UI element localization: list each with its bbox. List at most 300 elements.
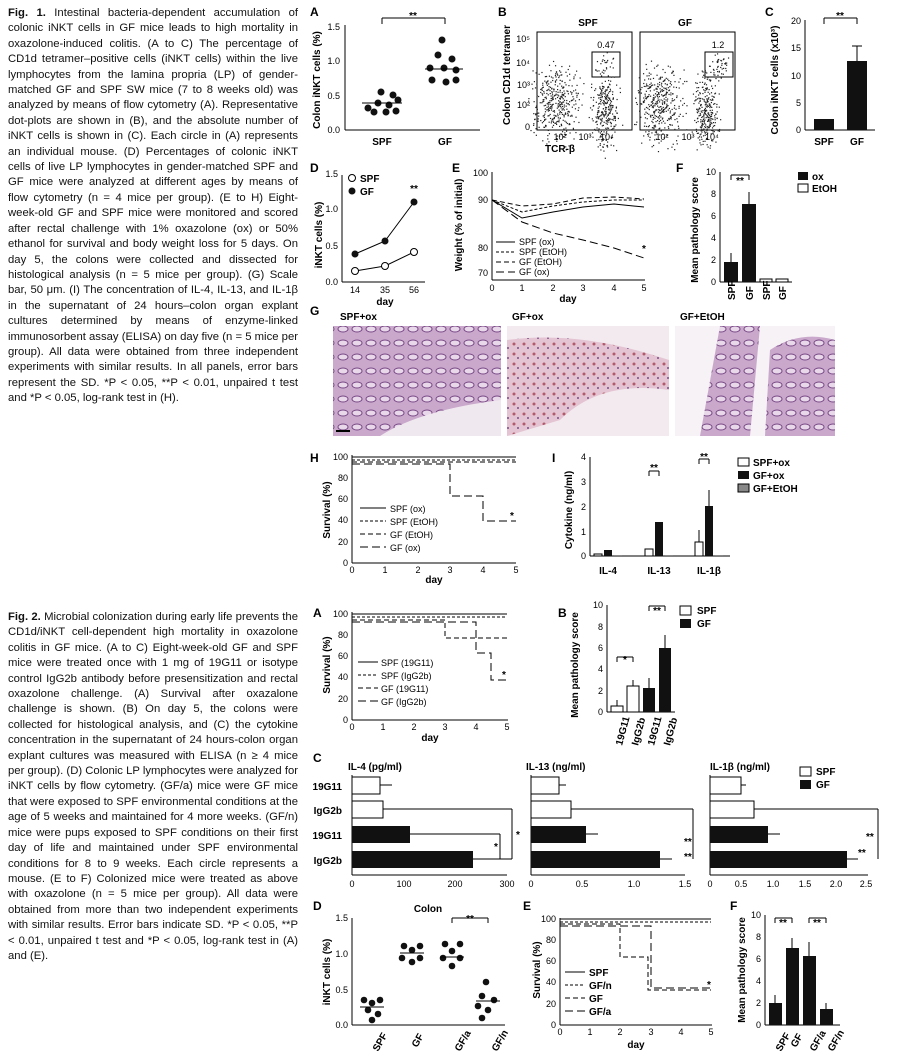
flow-event: [684, 69, 685, 70]
flow-event: [697, 133, 698, 134]
flow-event: [643, 73, 644, 74]
flow-event: [669, 108, 670, 109]
flow-event: [555, 84, 556, 85]
flow-event: [700, 119, 701, 120]
legend-1h-gf-etoh: GF (EtOH): [390, 530, 433, 540]
flow-event: [562, 109, 563, 110]
flow-event: [607, 101, 608, 102]
flow-event: [605, 98, 606, 99]
flow-event: [709, 127, 710, 128]
flow-event: [661, 108, 662, 109]
flow-event: [655, 125, 656, 126]
flow-event: [660, 120, 661, 121]
flow-event: [653, 78, 654, 79]
flow-event: [676, 87, 677, 88]
flow-event: [659, 101, 660, 102]
flow-event: [542, 94, 543, 95]
flow-event: [603, 108, 604, 109]
flow-event: [661, 84, 662, 85]
flow-event: [686, 105, 687, 106]
flow-event: [543, 99, 544, 100]
flow-event: [546, 107, 547, 108]
flow-event: [715, 85, 716, 86]
flow-event: [571, 93, 572, 94]
flow-event: [697, 118, 698, 119]
flow-event: [675, 109, 676, 110]
flow-event: [597, 114, 598, 115]
flow-event: [667, 105, 668, 106]
flow-event: [606, 107, 607, 108]
flow-event: [646, 69, 647, 70]
flow-event: [578, 107, 579, 108]
flow-event: [542, 93, 543, 94]
flow-event: [545, 119, 546, 120]
flow-event: [649, 125, 650, 126]
flow-event: [569, 111, 570, 112]
flow-event: [607, 94, 608, 95]
flow-event: [658, 151, 659, 152]
flow-event: [557, 115, 558, 116]
svg-text:0: 0: [795, 125, 801, 135]
flow-event: [613, 127, 614, 128]
flow-event: [608, 75, 609, 76]
flow-event: [556, 122, 557, 123]
flow-event: [544, 114, 545, 115]
flow-event: [714, 75, 715, 76]
flow-event: [600, 63, 601, 64]
flow-event: [670, 102, 671, 103]
flow-event: [676, 140, 677, 141]
svg-text:10⁵: 10⁵: [516, 34, 530, 44]
flow-event: [547, 138, 548, 139]
flow-event: [602, 88, 603, 89]
svg-text:10³: 10³: [578, 132, 592, 142]
svg-text:1: 1: [519, 283, 525, 293]
flow-event: [557, 89, 558, 90]
flow-event: [650, 96, 651, 97]
flow-event: [569, 66, 570, 67]
flow-event: [705, 113, 706, 114]
flow-event: [646, 64, 647, 65]
flow-event: [542, 85, 543, 86]
flow-event: [549, 100, 550, 101]
flow-event: [644, 122, 645, 123]
flow-event: [604, 110, 605, 111]
flow-event: [547, 135, 548, 136]
flow-event: [641, 104, 642, 105]
svg-text:80: 80: [337, 473, 348, 483]
flow-event: [610, 122, 611, 123]
flow-event: [706, 104, 707, 105]
sig-2c-il1b: **: [866, 832, 874, 843]
flow-event: [603, 147, 604, 148]
flow-event: [639, 91, 640, 92]
legend-2e-gf: GF: [589, 994, 603, 1005]
svg-text:3: 3: [442, 722, 448, 732]
flow-event: [564, 121, 565, 122]
flow-event: [556, 94, 557, 95]
flow-event: [698, 94, 699, 95]
flow-event: [715, 119, 716, 120]
flow-event: [719, 71, 720, 72]
flow-event: [675, 112, 676, 113]
svg-text:2: 2: [710, 255, 716, 265]
flow-event: [712, 61, 713, 62]
svg-text:5: 5: [513, 565, 519, 575]
flow-event: [565, 112, 566, 113]
flow-event: [657, 97, 658, 98]
flow-event: [561, 96, 562, 97]
flow-event: [711, 123, 712, 124]
flow-event: [643, 135, 644, 136]
flow-event: [697, 112, 698, 113]
flow-event: [605, 128, 606, 129]
flow-event: [672, 98, 673, 99]
flow-event: [610, 112, 611, 113]
flow-event: [544, 120, 545, 121]
flow-event: [712, 110, 713, 111]
flow-event: [653, 112, 654, 113]
flow-event: [598, 128, 599, 129]
flow-event: [708, 119, 709, 120]
flow-event: [576, 85, 577, 86]
flow-event: [596, 127, 597, 128]
flow-event: [570, 91, 571, 92]
flow-event: [654, 113, 655, 114]
flow-event: [703, 115, 704, 116]
svg-text:0: 0: [710, 277, 716, 287]
flow-event: [666, 89, 667, 90]
flow-event: [703, 75, 704, 76]
ylabel-1i: Cytokine (ng/ml): [564, 470, 575, 550]
flow-event: [673, 100, 674, 101]
flow-event: [673, 75, 674, 76]
legend-2a-gf19: GF (19G11): [381, 684, 429, 694]
flow-event: [709, 107, 710, 108]
flow-event: [560, 75, 561, 76]
flow-event: [555, 65, 556, 66]
svg-text:10⁴: 10⁴: [600, 132, 614, 142]
letter-2e: E: [523, 899, 532, 913]
flow-event: [652, 127, 653, 128]
svg-text:0: 0: [349, 565, 355, 575]
flow-event: [674, 119, 675, 120]
xtick-1f-3: SPF: [762, 280, 773, 300]
flow-event: [568, 103, 569, 104]
svg-text:2: 2: [580, 502, 586, 512]
flow-event: [717, 60, 718, 61]
flow-event: [548, 104, 549, 105]
flow-event: [598, 111, 599, 112]
flow-event: [709, 89, 710, 90]
flow-event: [647, 88, 648, 89]
svg-text:20: 20: [790, 16, 801, 26]
flow-event: [561, 103, 562, 104]
flow-event: [609, 84, 610, 85]
flow-event: [546, 93, 547, 94]
legend-1i-spf-ox: SPF+ox: [753, 458, 790, 469]
flow-event: [709, 115, 710, 116]
flow-event: [715, 122, 716, 123]
flow-event: [709, 119, 710, 120]
gate-1b-gf: 1.2: [711, 40, 725, 50]
flow-event: [606, 129, 607, 130]
ylabel-2d: iNKT cells (%): [322, 938, 333, 1006]
flow-event: [710, 116, 711, 117]
flow-event: [548, 89, 549, 90]
flow-event: [705, 127, 706, 128]
flow-event: [719, 93, 720, 94]
flow-event: [554, 111, 555, 112]
flow-event: [551, 95, 552, 96]
flow-event: [549, 76, 550, 77]
flow-event: [714, 97, 715, 98]
flow-event: [595, 122, 596, 123]
flow-event: [658, 99, 659, 100]
flow-event: [726, 70, 727, 71]
fig2-caption-label: Fig. 2.: [8, 611, 41, 623]
flow-event: [709, 117, 710, 118]
flow-event: [677, 143, 678, 144]
xtick-1f-1: SPF: [727, 280, 738, 300]
flow-event: [608, 80, 609, 81]
flow-event: [661, 112, 662, 113]
ylabel-1b: Colon CD1d tetramer: [502, 24, 513, 126]
sig-2a: *: [502, 670, 506, 681]
flow-event: [710, 110, 711, 111]
flow-event: [615, 110, 616, 111]
flow-event: [664, 127, 665, 128]
flow-event: [559, 113, 560, 114]
flow-event: [725, 68, 726, 69]
flow-event: [565, 72, 566, 73]
flow-event: [664, 95, 665, 96]
flow-event: [542, 140, 543, 141]
letter-1g: G: [310, 304, 320, 318]
flow-event: [539, 127, 540, 128]
flow-event: [605, 94, 606, 95]
flow-event: [603, 100, 604, 101]
flow-event: [718, 66, 719, 67]
flow-event: [562, 94, 563, 95]
flow-event: [707, 106, 708, 107]
flow-event: [657, 100, 658, 101]
flow-event: [666, 104, 667, 105]
flow-event: [660, 77, 661, 78]
flow-event: [706, 84, 707, 85]
flow-event: [560, 117, 561, 118]
flow-event: [618, 118, 619, 119]
flow-event: [713, 122, 714, 123]
flow-event: [592, 137, 593, 138]
svg-text:80: 80: [337, 630, 348, 640]
flow-event: [550, 82, 551, 83]
flow-event: [536, 135, 537, 136]
flow-event: [597, 116, 598, 117]
flow-event: [542, 87, 543, 88]
flow-event: [712, 99, 713, 100]
flow-event: [672, 71, 673, 72]
flow-event: [572, 96, 573, 97]
flow-event: [694, 120, 695, 121]
flow-event: [605, 92, 606, 93]
flow-event: [659, 82, 660, 83]
svg-text:4: 4: [473, 722, 479, 732]
flow-event: [650, 105, 651, 106]
flow-event: [656, 66, 657, 67]
flow-event: [710, 72, 711, 73]
flow-event: [646, 126, 647, 127]
flow-event: [725, 51, 726, 52]
panel-2a: [313, 606, 510, 744]
flow-event: [700, 104, 701, 105]
svg-text:10: 10: [705, 167, 716, 177]
flow-event: [709, 124, 710, 125]
svg-text:2.5: 2.5: [859, 879, 873, 889]
flow-event: [701, 131, 702, 132]
flow-event: [682, 105, 683, 106]
svg-text:100: 100: [332, 452, 348, 462]
flow-event: [657, 65, 658, 66]
flow-event: [593, 120, 594, 121]
flow-event: [713, 69, 714, 70]
flow-event: [557, 86, 558, 87]
panel-1d: [310, 161, 425, 308]
flow-event: [708, 97, 709, 98]
flow-event: [558, 117, 559, 118]
flow-event: [600, 89, 601, 90]
svg-text:0: 0: [349, 722, 355, 732]
flow-event: [657, 96, 658, 97]
flow-event: [701, 107, 702, 108]
panel-2d: [313, 899, 511, 1054]
legend-1d-gf: GF: [360, 187, 374, 198]
svg-text:0: 0: [342, 715, 348, 725]
flow-event: [593, 105, 594, 106]
flow-event: [609, 119, 610, 120]
flow-event: [670, 83, 671, 84]
flow-event: [712, 119, 713, 120]
flow-event: [558, 95, 559, 96]
flow-event: [706, 110, 707, 111]
flow-event: [545, 76, 546, 77]
flow-event: [544, 127, 545, 128]
flow-event: [639, 104, 640, 105]
flow-event: [644, 114, 645, 115]
sig-2f-1: **: [779, 918, 787, 929]
flow-event: [648, 104, 649, 105]
flow-event: [581, 104, 582, 105]
fig2-caption-text: Microbial colonization during early life prevents the CD1d/iNKT cell-dependent high mortality in oxazolone colitis in GF mice. (A to C) Eight-week-old GF and SPF mice were treated once with 1 mg of 19G11 or isotype control IgG2b antibody before presensitization and rectal oxazolone challenge. (A) Survival after oxazalone challenge is shown. (B) On day 5, the colons were collected for histological analysis, and (C) the cytokine concentration in the supernatant of 24 hours-colon organ explant cultures was measured with ELISA (n ≥ 4 mice per group). (D) Colonic LP lymphocytes were analyzed for iNKT cells by flow cytometry. (GF/a) mice were GF mice that were exposed to SPF environmental conditions at the age of 5 weeks and maintained for 4 more weeks. (GF/n) mice were pups exposed to SPF conditions on their first day of life and maintained under SPF environmental conditions for 8 to 9 weeks. Each circle represents a mouse. (E to F) Colonized mice were treated as above with oxazolone (n = 5 mice per group). All data were obtained from more than two independent experiments with similar results. Error bars indicate SD. *P < 0.05, **P < 0.01, unpaired t test and *P < 0.05, log-rank test in (A) and (E).: [8, 611, 299, 962]
flow-event: [565, 84, 566, 85]
flow-event: [540, 102, 541, 103]
flow-event: [532, 88, 533, 89]
flow-event: [699, 101, 700, 102]
legend-1h-gf-ox: GF (ox): [390, 543, 421, 553]
flow-event: [674, 81, 675, 82]
flow-event: [613, 58, 614, 59]
flow-event: [601, 75, 602, 76]
svg-text:100: 100: [472, 168, 488, 178]
flow-event: [612, 99, 613, 100]
flow-event: [701, 136, 702, 137]
flow-event: [676, 97, 677, 98]
flow-event: [710, 99, 711, 100]
flow-event: [653, 95, 654, 96]
svg-text:10⁴: 10⁴: [516, 58, 530, 68]
sig-2c-il13: **: [684, 837, 692, 848]
flow-event: [602, 125, 603, 126]
flow-event: [699, 92, 700, 93]
flow-event: [664, 109, 665, 110]
svg-text:3: 3: [580, 477, 586, 487]
flow-event: [598, 95, 599, 96]
flow-event: [603, 70, 604, 71]
flow-event: [703, 119, 704, 120]
flow-event: [658, 112, 659, 113]
svg-text:0: 0: [557, 1027, 563, 1037]
flow-event: [655, 115, 656, 116]
svg-text:1.5: 1.5: [678, 879, 692, 889]
flow-event: [594, 90, 595, 91]
flow-event: [660, 112, 661, 113]
flow-event: [714, 125, 715, 126]
flow-event: [676, 95, 677, 96]
xlabel-1h: day: [425, 575, 443, 586]
flow-event: [710, 80, 711, 81]
flow-event: [537, 95, 538, 96]
flow-event: [657, 83, 658, 84]
flow-event: [576, 97, 577, 98]
flow-event: [647, 108, 648, 109]
flow-event: [680, 100, 681, 101]
sig-2b-2: **: [653, 606, 661, 617]
flow-event: [678, 128, 679, 129]
flow-event: [678, 81, 679, 82]
svg-text:1.0: 1.0: [766, 879, 780, 889]
flow-event: [575, 100, 576, 101]
svg-text:56: 56: [408, 285, 420, 295]
letter-1c: C: [765, 5, 774, 19]
svg-text:8: 8: [597, 622, 603, 632]
flow-event: [717, 75, 718, 76]
flow-event: [649, 106, 650, 107]
flow-event: [668, 80, 669, 81]
flow-event: [564, 116, 565, 117]
svg-text:60: 60: [337, 651, 348, 661]
svg-text:4: 4: [597, 664, 603, 674]
flow-event: [704, 78, 705, 79]
flow-event: [615, 120, 616, 121]
flow-event: [695, 99, 696, 100]
ylabel-1f: Mean pathology score: [690, 177, 701, 283]
ylabel-1d: iNKT cells (%): [314, 201, 325, 269]
flow-event: [650, 116, 651, 117]
flow-event: [574, 121, 575, 122]
flow-event: [589, 117, 590, 118]
flow-event: [610, 100, 611, 101]
flow-event: [547, 85, 548, 86]
flow-event: [548, 115, 549, 116]
letter-1a: A: [310, 5, 319, 19]
flow-event: [609, 98, 610, 99]
svg-text:1.5: 1.5: [327, 22, 340, 32]
flow-event: [674, 108, 675, 109]
flow-event: [711, 86, 712, 87]
flow-event: [557, 73, 558, 74]
svg-text:0: 0: [489, 283, 495, 293]
svg-text:70: 70: [477, 268, 488, 278]
